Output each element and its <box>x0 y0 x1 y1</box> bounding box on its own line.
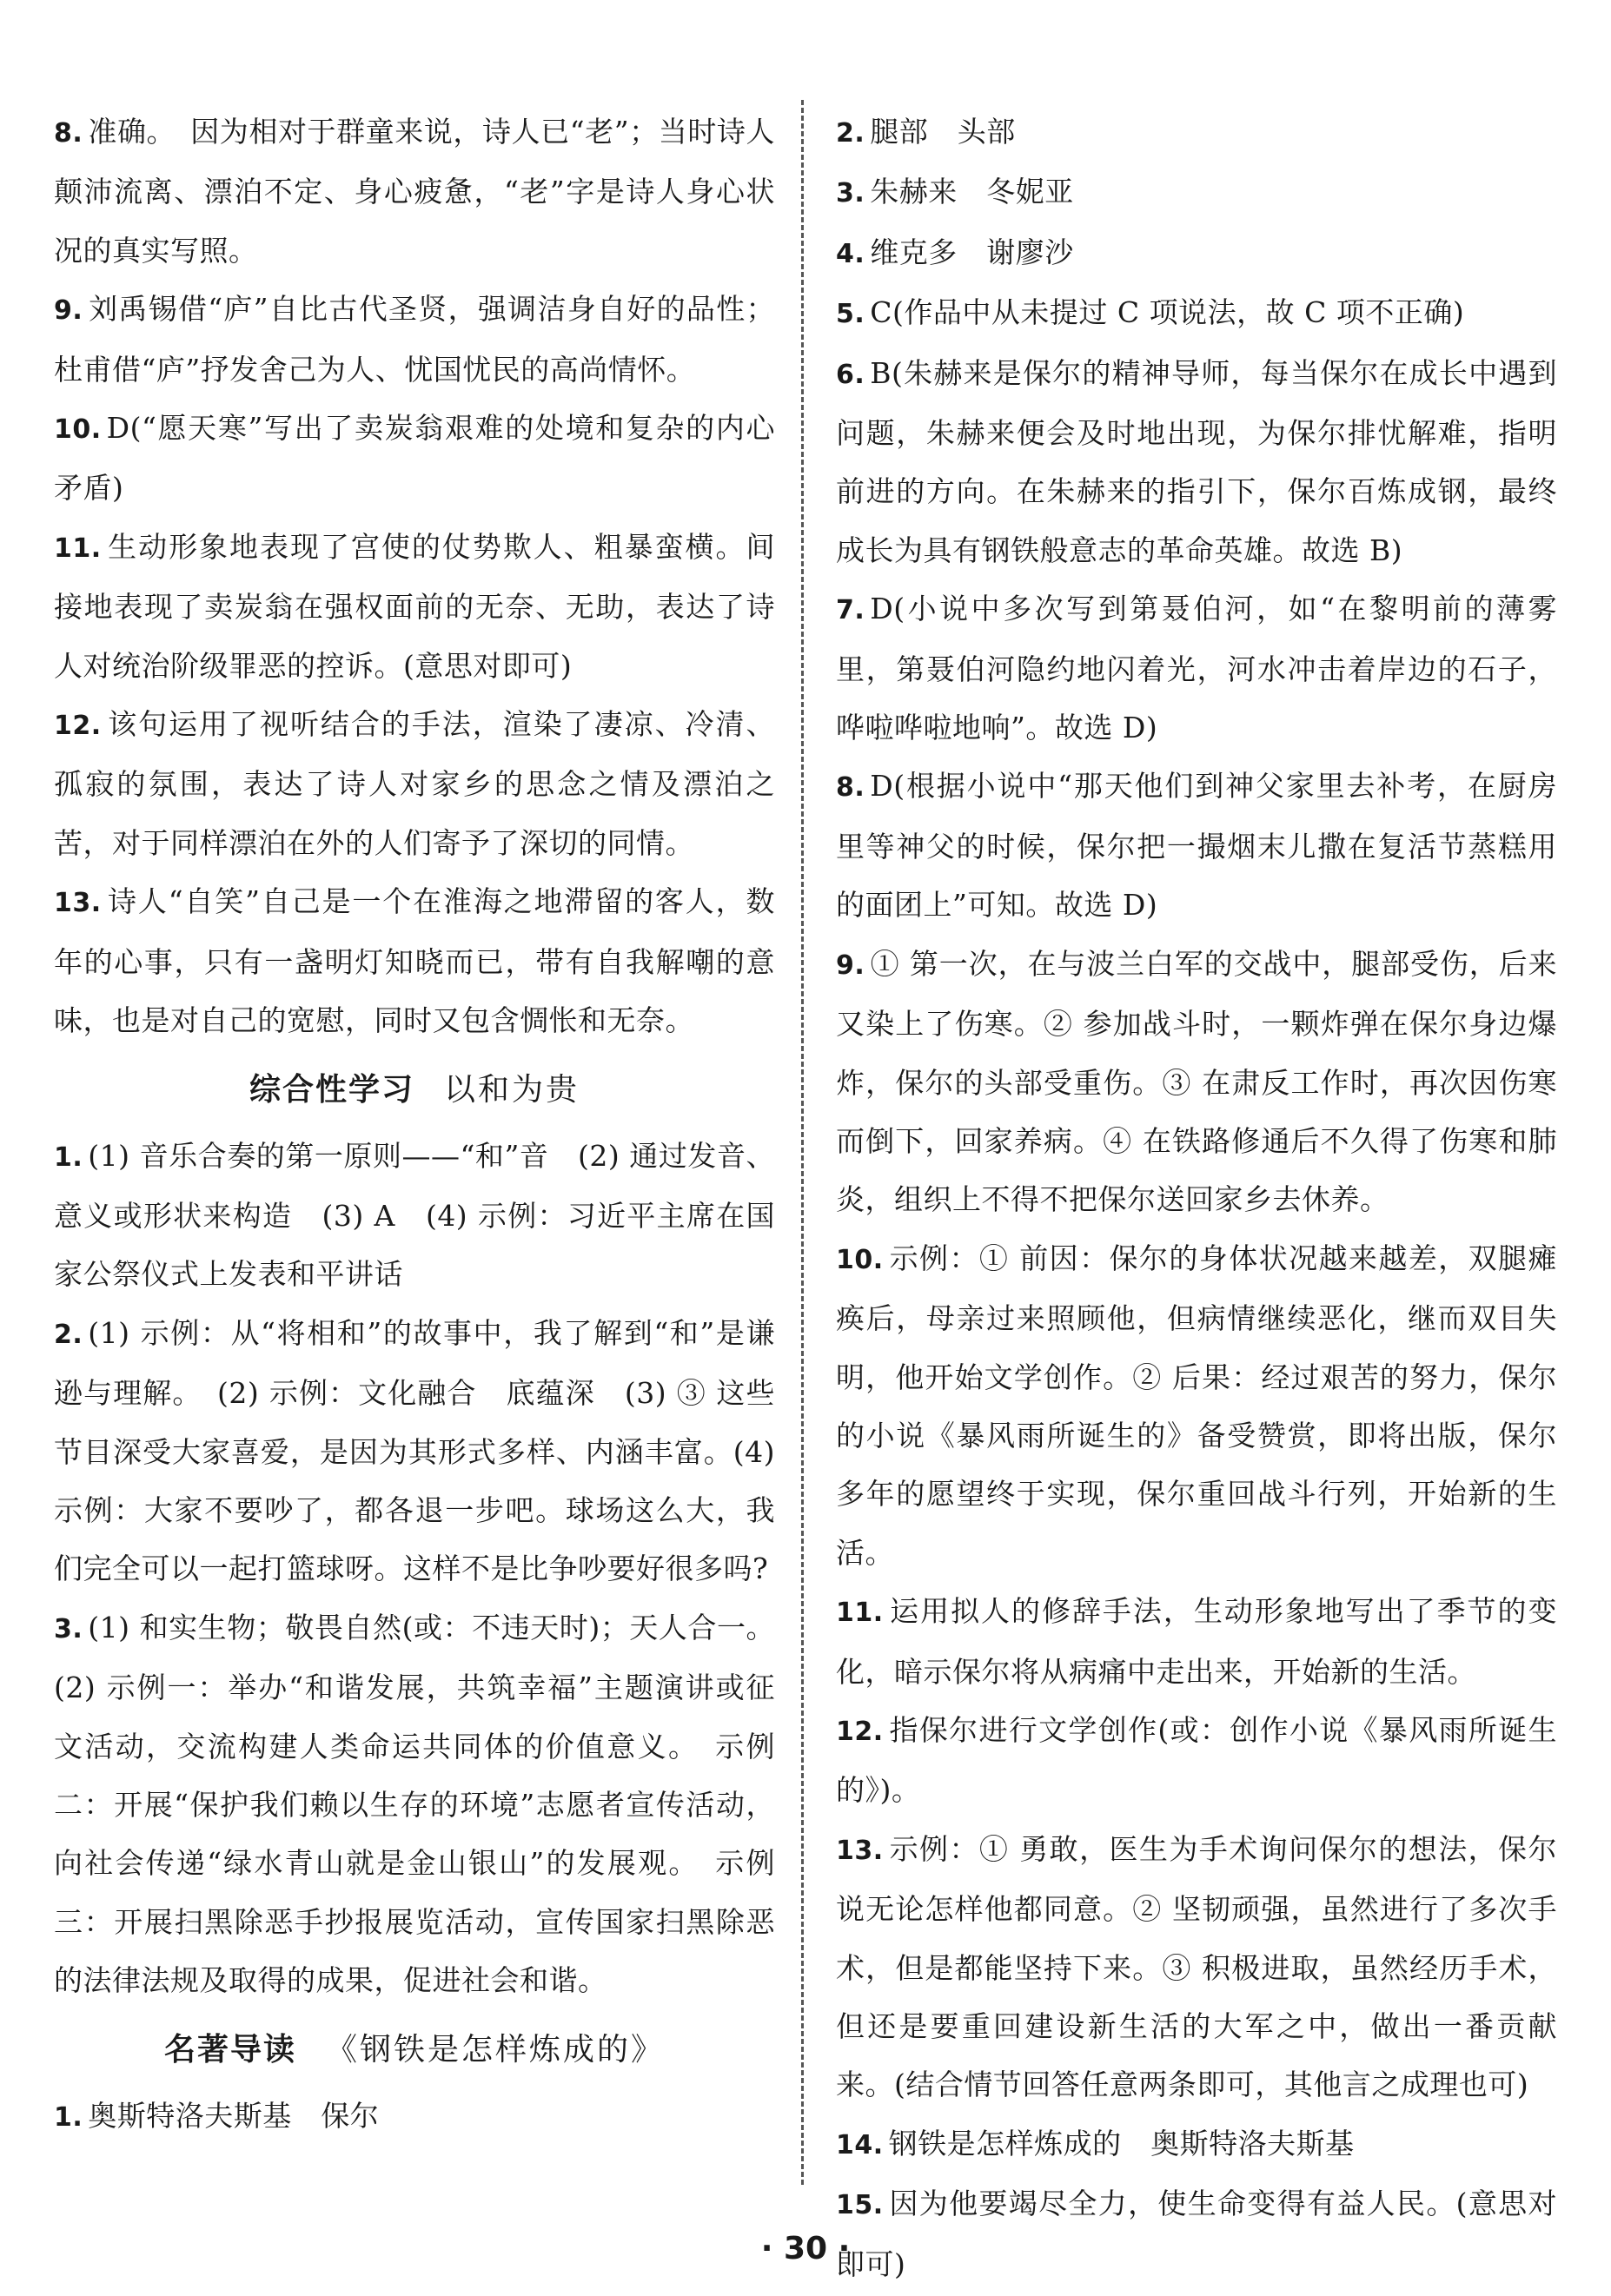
item-number: 1. <box>54 1141 83 1173</box>
left-items-b <box>54 1127 775 2010</box>
item-number: 2. <box>54 1319 83 1350</box>
item-text: 示例：① 前因：保尔的身体状况越来越差，双腿瘫痪后，母亲过来照顾他，但病情继续恶化，继而双目失明，他开始文学创作。② 后果：经过艰苦的努力，保尔的小说《暴风雨所诞生的》备受赞赏，即将出版，保尔多年的愿望终于实现，保尔重回战斗行列，开始新的生活。 <box>836 1241 1557 1570</box>
item-number: 13. <box>836 1835 884 1866</box>
item-text: 维克多 谢廖沙 <box>870 235 1074 269</box>
item-number: 9. <box>54 295 83 327</box>
item-text: (1) 示例：从“将相和”的故事中，我了解到“和”是谦逊与理解。 (2) 示例：文化融合 底蕴深 (3) ③ 这些节目深受大家喜爱，是因为其形式多样、内涵丰富。(4) 示例：大家不要吵了，都各退一步吧。球场这么大，我们完全可以一起打篮球呀。这样不是比争吵要好很多吗? <box>54 1315 775 1586</box>
section-title: 综合性学习 <box>249 1071 414 1108</box>
item-text: (1) 和实生物；敬畏自然(或：不违天时)；天人合一。(2) 示例一：举办“和谐发展，共筑幸福”主题演讲或征文活动，交流构建人类命运共同体的价值意义。 示例二：开展“保护我们赖以生存的环境”志愿者宣传活动，向社会传递“绿水青山就是金山银山”的发展观。 示例三：开展扫黑除恶手抄报展览活动，宣传国家扫黑除恶的法律法规及取得的成果，促进社会和谐。 <box>54 1610 775 1998</box>
item-number: 4. <box>836 238 865 269</box>
item-text: D(“愿天寒”写出了卖炭翁艰难的处境和复杂的内心矛盾) <box>54 411 775 506</box>
item-number: 14. <box>836 2129 884 2160</box>
item-text: ① 第一次，在与波兰白军的交战中，腿部受伤，后来又染上了伤寒。② 参加战斗时，一颗炸弹在保尔身边爆炸，保尔的头部受重伤。③ 在肃反工作时，再次因伤寒而倒下，回家养病。④ 在铁路修通后不久得了伤寒和肺炎，组织上不得不把保尔送回家乡去休养。 <box>836 946 1557 1217</box>
item-text: 钢铁是怎样炼成的 奥斯特洛夫斯基 <box>888 2126 1355 2160</box>
list-item <box>836 757 1557 934</box>
item-text: 腿部 头部 <box>870 115 1016 149</box>
list-item <box>836 579 1557 757</box>
page-number: · 30 · <box>760 2231 851 2266</box>
item-number: 5. <box>836 299 865 330</box>
item-number: 3. <box>836 178 865 209</box>
left-items-a <box>54 103 775 1050</box>
item-text: 运用拟人的修辞手法，生动形象地写出了季节的变化，暗示保尔将从病痛中走出来，开始新的生活。 <box>836 1594 1557 1689</box>
item-number: 9. <box>836 949 865 981</box>
list-item <box>54 1598 775 2010</box>
item-text: 奥斯特洛夫斯基 保尔 <box>88 2098 380 2133</box>
item-number: 12. <box>54 711 102 742</box>
right-column <box>836 103 1557 2293</box>
item-text: 朱赫来 冬妮亚 <box>870 175 1074 209</box>
item-text: (1) 音乐合奏的第一原则——“和”音 (2) 通过发音、意义或形状来构造 (3) A (4) 示例：习近平主席在国家公祭仪式上发表和平讲话 <box>54 1138 775 1292</box>
item-number: 7. <box>836 595 865 626</box>
list-item <box>54 103 775 280</box>
item-text: 准确。 因为相对于群童来说，诗人已“老”；当时诗人颠沛流离、漂泊不定、身心疲惫，“老”字是诗人身心状况的真实写照。 <box>54 115 775 268</box>
list-item <box>54 399 775 518</box>
item-number: 3. <box>54 1613 83 1644</box>
item-text: 因为他要竭尽全力，使生命变得有益人民。(意思对即可) <box>836 2187 1557 2281</box>
item-text: 该句运用了视听结合的手法，渲染了凄凉、冷清、孤寂的氛围，表达了诗人对家乡的思念之情及漂泊之苦，对于同样漂泊在外的人们寄予了深切的同情。 <box>54 707 775 860</box>
section-heading-integrated-learning <box>54 1059 775 1122</box>
item-number: 15. <box>836 2190 884 2221</box>
item-number: 10. <box>836 1244 884 1275</box>
list-item <box>836 223 1557 283</box>
item-text: 诗人“自笑”自己是一个在淮海之地滞留的客人，数年的心事，只有一盏明灯知晓而已，带有自我解嘲的意味，也是对自己的宽慰，同时又包含惆怅和无奈。 <box>54 884 775 1038</box>
section-subtitle: 以和为贵 <box>444 1071 580 1108</box>
item-text: 指保尔进行文学创作(或：创作小说《暴风雨所诞生的》)。 <box>836 1712 1557 1808</box>
section-heading-classic-reading <box>54 2019 775 2081</box>
list-item <box>54 2087 775 2147</box>
list-item <box>836 1229 1557 1582</box>
list-item <box>836 103 1557 162</box>
item-number: 2. <box>836 118 865 149</box>
item-number: 12. <box>836 1716 884 1747</box>
item-text: C(作品中从未提过 C 项说法，故 C 项不正确) <box>870 295 1465 330</box>
section-subtitle: 《钢铁是怎样炼成的》 <box>326 2031 666 2068</box>
list-item <box>54 1304 775 1598</box>
list-item <box>836 1582 1557 1701</box>
item-number: 8. <box>836 772 865 804</box>
list-item <box>836 283 1557 343</box>
list-item <box>54 1127 775 1304</box>
item-number: 13. <box>54 888 102 919</box>
left-items-c <box>54 2087 775 2147</box>
list-item <box>54 518 775 695</box>
item-number: 11. <box>54 533 102 564</box>
list-item <box>836 344 1557 580</box>
list-item <box>836 1701 1557 1820</box>
list-item <box>54 695 775 872</box>
item-text: 生动形象地表现了宫使的仗势欺人、粗暴蛮横。间接地表现了卖炭翁在强权面前的无奈、无助，表达了诗人对统治阶级罪恶的控诉。(意思对即可) <box>54 529 775 683</box>
list-item <box>836 162 1557 222</box>
item-number: 1. <box>54 2101 83 2133</box>
item-text: B(朱赫来是保尔的精神导师，每当保尔在成长中遇到问题，朱赫来便会及时地出现，为保尔排忧解难，指明前进的方向。在朱赫来的指引下，保尔百炼成钢，最终成长为具有钢铁般意志的革命英雄。故选 B) <box>836 355 1557 567</box>
section-title: 名著导读 <box>163 2031 296 2068</box>
list-item <box>54 280 775 399</box>
item-text: 刘禹锡借“庐”自比古代圣贤，强调洁身自好的品性；杜甫借“庐”抒发舍己为人、忧国忧民的高尚情怀。 <box>54 292 775 387</box>
list-item <box>54 872 775 1049</box>
item-text: 示例：① 勇敢，医生为手术询问保尔的想法，保尔说无论怎样他都同意。② 坚韧顽强，虽然进行了多次手术，但是都能坚持下来。③ 积极进取，虽然经历手术，但还是要重回建设新生活的大军之中，做出一番贡献来。(结合情节回答任意两条即可，其他言之成理也可) <box>836 1831 1557 2102</box>
item-number: 10. <box>54 414 102 446</box>
item-number: 11. <box>836 1598 884 1629</box>
column-divider <box>801 100 804 2185</box>
left-column <box>54 103 775 2147</box>
item-text: D(根据小说中“那天他们到神父家里去补考，在厨房里等神父的时候，保尔把一撮烟末儿撒在复活节蒸糕用的面团上”可知。故选 D) <box>836 769 1557 923</box>
list-item <box>836 935 1557 1229</box>
item-number: 6. <box>836 359 865 390</box>
list-item <box>836 2114 1557 2174</box>
item-number: 8. <box>54 118 83 149</box>
item-text: D(小说中多次写到第聂伯河，如“在黎明前的薄雾里，第聂伯河隐约地闪着光，河水冲击着岸边的石子，哗啦哗啦地响”。故选 D) <box>836 592 1557 745</box>
list-item <box>836 1820 1557 2114</box>
